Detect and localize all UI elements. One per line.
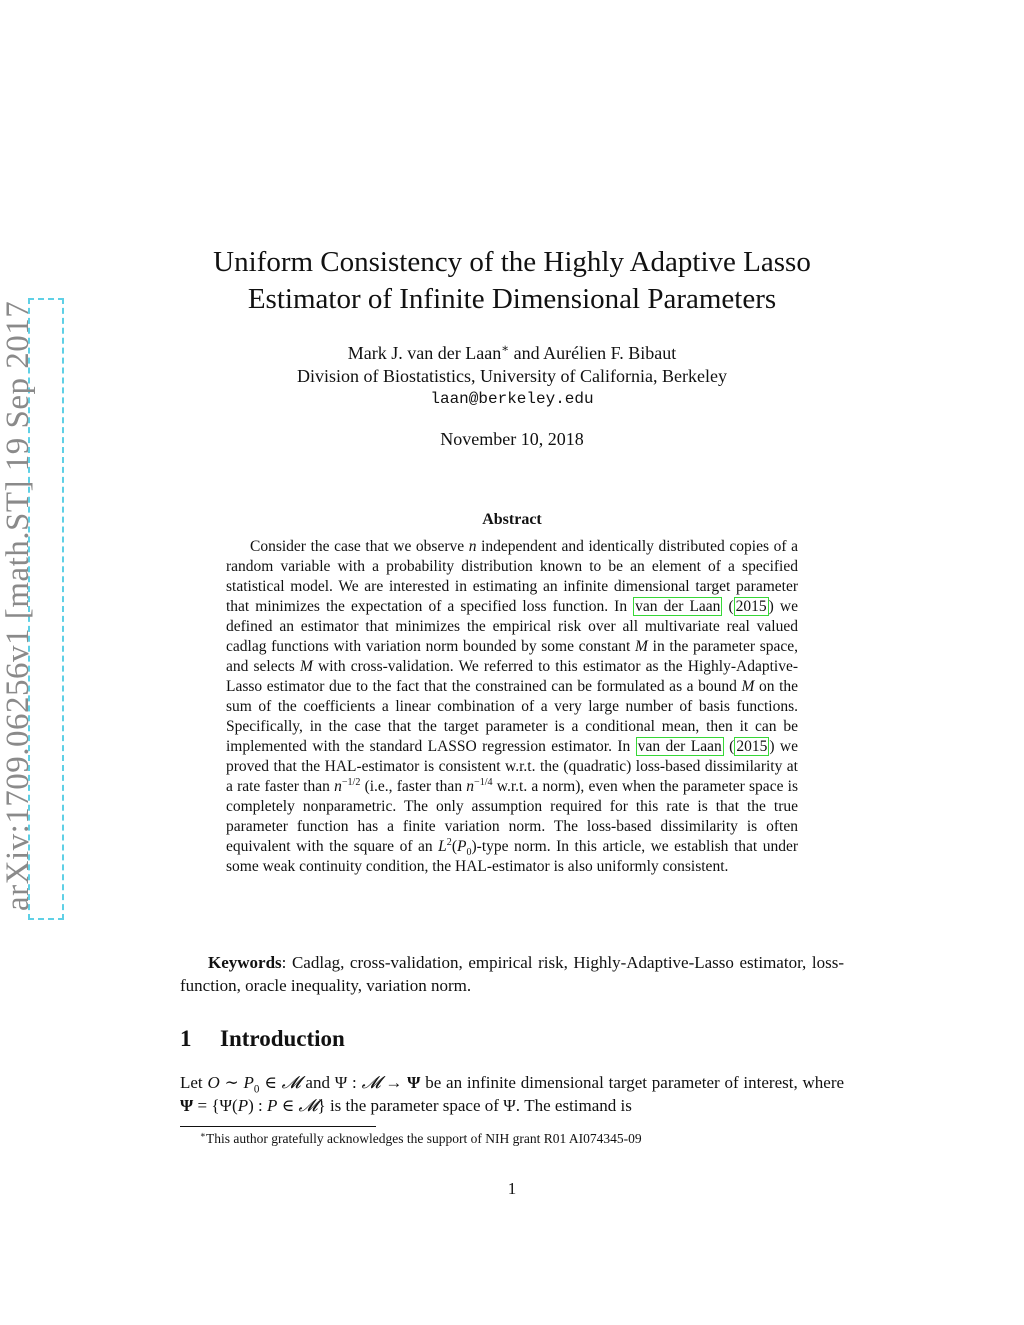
math-L2-norm: $L^2(P_0)$ <box>438 836 477 859</box>
affiliation: Division of Biostatistics, University of California, Berkeley <box>297 366 727 386</box>
footnote-marker: ∗ <box>200 1129 206 1140</box>
intro-text: and <box>300 1073 335 1092</box>
paper-title <box>150 244 874 318</box>
section-title: Introduction <box>220 1026 345 1051</box>
author-block <box>150 342 874 411</box>
page-number: 1 <box>507 1179 517 1198</box>
math-model: O ∼ $P_0$ ∈ 𝓜 <box>207 1073 301 1096</box>
abstract-text: w.r.t. a norm), even when the parameter space is completely nonparametric. The only assumption required for this rate is that the true parameter function has a finite variation norm. The loss-based dissimilarity is often equivalent with the square of an <box>226 778 798 855</box>
math-n: n <box>468 538 477 555</box>
section-number: 1 <box>180 1026 192 1051</box>
abstract-text: -type norm. In this article, we establish that under some weak continuity condition, the HAL-estimator is also uniformly consistent. <box>226 838 798 875</box>
section-heading <box>180 1026 345 1052</box>
abstract-body <box>226 537 798 877</box>
keywords <box>180 951 844 997</box>
keywords-list: : Cadlag, cross-validation, empirical risk, Highly-Adaptive-Lasso estimator, loss-function, oracle inequality, variation norm. <box>180 953 844 995</box>
keywords-paragraph <box>180 951 844 997</box>
math-rate: $n^{-1/2}$ <box>334 776 361 795</box>
arxiv-id[interactable]: arXiv:1709.06256v1 [math.ST] 19 Sep 2017 <box>0 300 36 911</box>
abstract-text: with cross-validation. We referred to this estimator as the Highly-Adaptive-Lasso estimator due to the fact that the constrained can be formulated as a bound <box>226 658 798 695</box>
abstract-text: ) we defined an estimator that minimizes the empirical risk over all multivariate real valued cadlag functions with variation norm bounded by some constant <box>226 598 798 655</box>
date: November 10, 2018 <box>440 429 584 449</box>
citation-link[interactable]: van der Laan <box>635 598 721 615</box>
keywords-label: Keywords <box>208 953 282 972</box>
citation-year-link[interactable]: 2015 <box>736 738 768 755</box>
intro-text: Let <box>180 1073 208 1092</box>
title-line-2: Estimator of Infinite Dimensional Parameters <box>247 283 777 315</box>
intro-text: be an infinite dimensional target parameter of interest, where <box>420 1073 845 1092</box>
abstract-text: independent and identically distributed copies of a random variable with a probability distribution known to be an element of a specified statistical model. We are interested in estimating an infinite dimensional target parameter that minimizes the expectation of a specified loss function. In <box>226 538 798 615</box>
intro-paragraph <box>180 1071 844 1117</box>
abstract-text: in the parameter space, and selects <box>226 638 799 675</box>
title-line-1: Uniform Consistency of the Highly Adaptive Lasso <box>213 246 811 278</box>
intro-text-block <box>180 1071 844 1117</box>
footnote-marker[interactable]: ∗ <box>501 342 510 355</box>
footnote-rule <box>180 1126 376 1127</box>
math-rate-quarter: $n^{-1/4}$ <box>466 776 493 795</box>
citation-link[interactable]: van der Laan <box>637 738 722 755</box>
math-psi: Ψ <box>503 1096 516 1115</box>
abstract-text: Consider the case that we observe <box>250 538 469 555</box>
math-M: M <box>635 638 648 655</box>
footnote-text: This author gratefully acknowledges the support of NIH grant R01 AI074345-09 <box>205 1131 642 1146</box>
author-names <box>150 342 874 365</box>
math-M: M <box>299 658 313 675</box>
abstract-text: (i.e., faster than <box>360 778 467 795</box>
abstract-text: on the sum of the coefficients a linear combination of a very large number of basis functions. Specifically, in the case that the target parameter is a conditional mean, then it can be implemented with the standard LASSO regression estimator. In <box>226 678 799 755</box>
author-rest: and Aurélien F. Bibaut <box>509 343 677 363</box>
math-psi-map: Ψ : 𝓜 → Ψ <box>334 1073 421 1092</box>
math-M: M <box>741 678 755 695</box>
author-first: Mark J. van der Laan <box>347 343 502 363</box>
intro-text: is the parameter space of <box>325 1096 504 1115</box>
email[interactable]: laan@berkeley.edu <box>430 390 594 408</box>
abstract-text: ) we proved that the HAL-estimator is consistent w.r.t. the (quadratic) loss-based dissimilarity at a rate faster than <box>226 738 798 795</box>
abstract-heading: Abstract <box>482 511 542 528</box>
footnote <box>200 1131 840 1147</box>
math-param-space: Ψ = {Ψ(P) : P ∈ 𝓜} <box>180 1096 326 1115</box>
citation-year-link[interactable]: 2015 <box>735 598 767 615</box>
intro-text: . The estimand is <box>515 1096 632 1115</box>
abstract-paragraph: Consider the case that we observe n independent and identically distributed copies of a random variable with a probability distribution known to be an element of a specified statistical model. We are interested in estimating an infinite dimensional target parameter that minimizes the expectation of a specified loss function. In van der Laan ( 2015 ) we defined an estimator that minimizes the empirical risk over all multivariate real valued cadlag functions with variation norm bounded by some constant M in the parameter space, and selects M with cross-validation. We referred to this estimator as the Highly-Adaptive-Lasso estimator due to the fact that the constrained can be formulated as a bound M on the sum of the coefficients a linear combination of a very large number of basis functions. Specifically, in the case that the target parameter is a conditional mean, then it can be implemented with the standard LASSO regression estimator. In van der Laan ( 2015 ) we proved that the HAL-estimator is consistent w.r.t. the (quadratic) loss-based dissimilarity at a rate faster than $n^{-1/2}$ (i.e., faster than $n^{-1/4}$ w.r.t. a norm), even when the parameter space is completely nonparametric. The only assumption required for this rate is that the true parameter function has a finite variation norm. The loss-based dissimilarity is often equivalent with the square of an $L^2(P_0)$-type norm. In this article, we establish that under some weak continuity condition, the HAL-estimator is also uniformly consistent. <box>226 538 799 875</box>
